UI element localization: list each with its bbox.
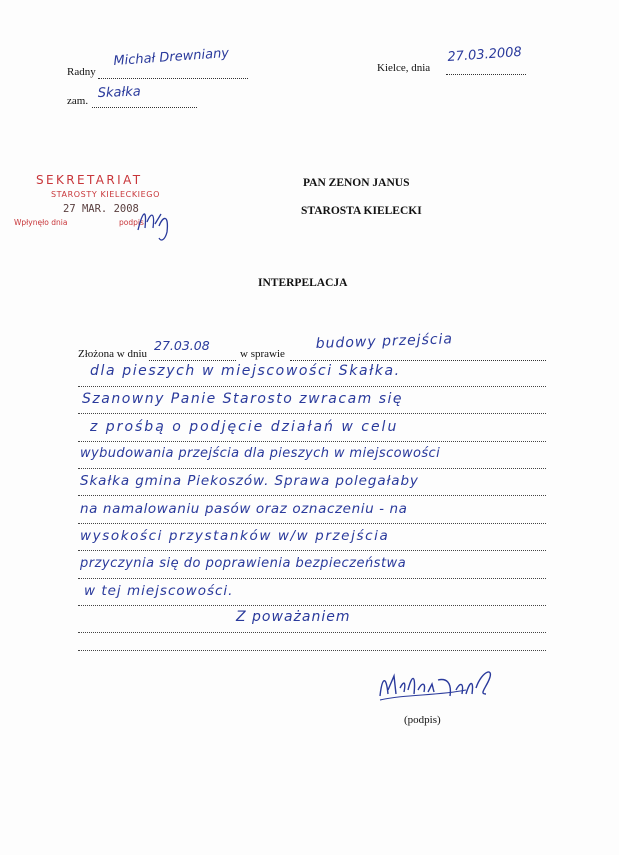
body-line: z prośbą o podjęcie działań w celu (90, 419, 399, 435)
addressee-title: STAROSTA KIELECKI (301, 205, 422, 217)
body-line: na namalowaniu pasów oraz oznaczeniu - na (80, 501, 408, 517)
body-rule (78, 604, 546, 606)
body-rule (78, 649, 546, 651)
body-rule (78, 549, 546, 551)
address-handwritten: Skałka (97, 84, 141, 101)
body-rule (78, 385, 546, 387)
body-line: przyczynia się do poprawienia bezpieczeństwa (80, 556, 407, 571)
matter-label: w sprawie (240, 348, 285, 360)
body-line: Szanowny Panie Starosto zwracam się (82, 391, 404, 407)
body-line: Skałka gmina Piekoszów. Sprawa polegałaby (80, 473, 419, 489)
filed-date-handwritten: 27.03.08 (154, 338, 210, 353)
author-signature (376, 660, 508, 708)
addressee-name: PAN ZENON JANUS (303, 177, 410, 189)
place-date-label: Kielce, dnia (377, 62, 431, 74)
body-rule (78, 631, 546, 633)
address-label: zam. (67, 95, 89, 107)
body-line: wysokości przystanków w/w przejścia (80, 528, 390, 544)
body-rule (78, 412, 546, 414)
closing-handwritten: Z poważaniem (236, 609, 351, 625)
body-rule (78, 522, 546, 524)
body-line: w tej miejscowości. (84, 583, 234, 599)
document-title: INTERPELACJA (258, 277, 348, 289)
councillor-name-line (98, 77, 248, 79)
body-rule (78, 494, 546, 496)
filed-date-line (149, 359, 236, 361)
stamp-signature-label: podpis (119, 218, 144, 227)
body-line: wybudowania przejścia dla pieszych w miejscowości (80, 446, 441, 461)
matter-start-handwritten: budowy przejścia (315, 331, 454, 352)
stamp-received-label: Wpłynęło dnia (14, 218, 68, 227)
body-rule (78, 440, 546, 442)
stamp-title: SEKRETARIAT (36, 173, 143, 187)
date-handwritten: 27.03.2008 (446, 44, 523, 65)
signature-caption: (podpis) (404, 714, 441, 726)
councillor-name-handwritten: Michał Drewniany (112, 45, 230, 69)
body-line: dla pieszych w miejscowości Skałka. (90, 363, 401, 379)
body-rule (78, 577, 546, 579)
matter-line (290, 359, 546, 361)
stamp-initials-signature (135, 200, 180, 245)
filed-on-label: Złożona w dniu (78, 348, 148, 360)
date-line (446, 73, 526, 75)
councillor-label: Radny (67, 66, 96, 78)
stamp-office: STAROSTY KIELECKIEGO (51, 190, 160, 199)
stamp-date: 27 MAR. 2008 (63, 203, 139, 215)
address-line (92, 106, 197, 108)
body-rule (78, 467, 546, 469)
